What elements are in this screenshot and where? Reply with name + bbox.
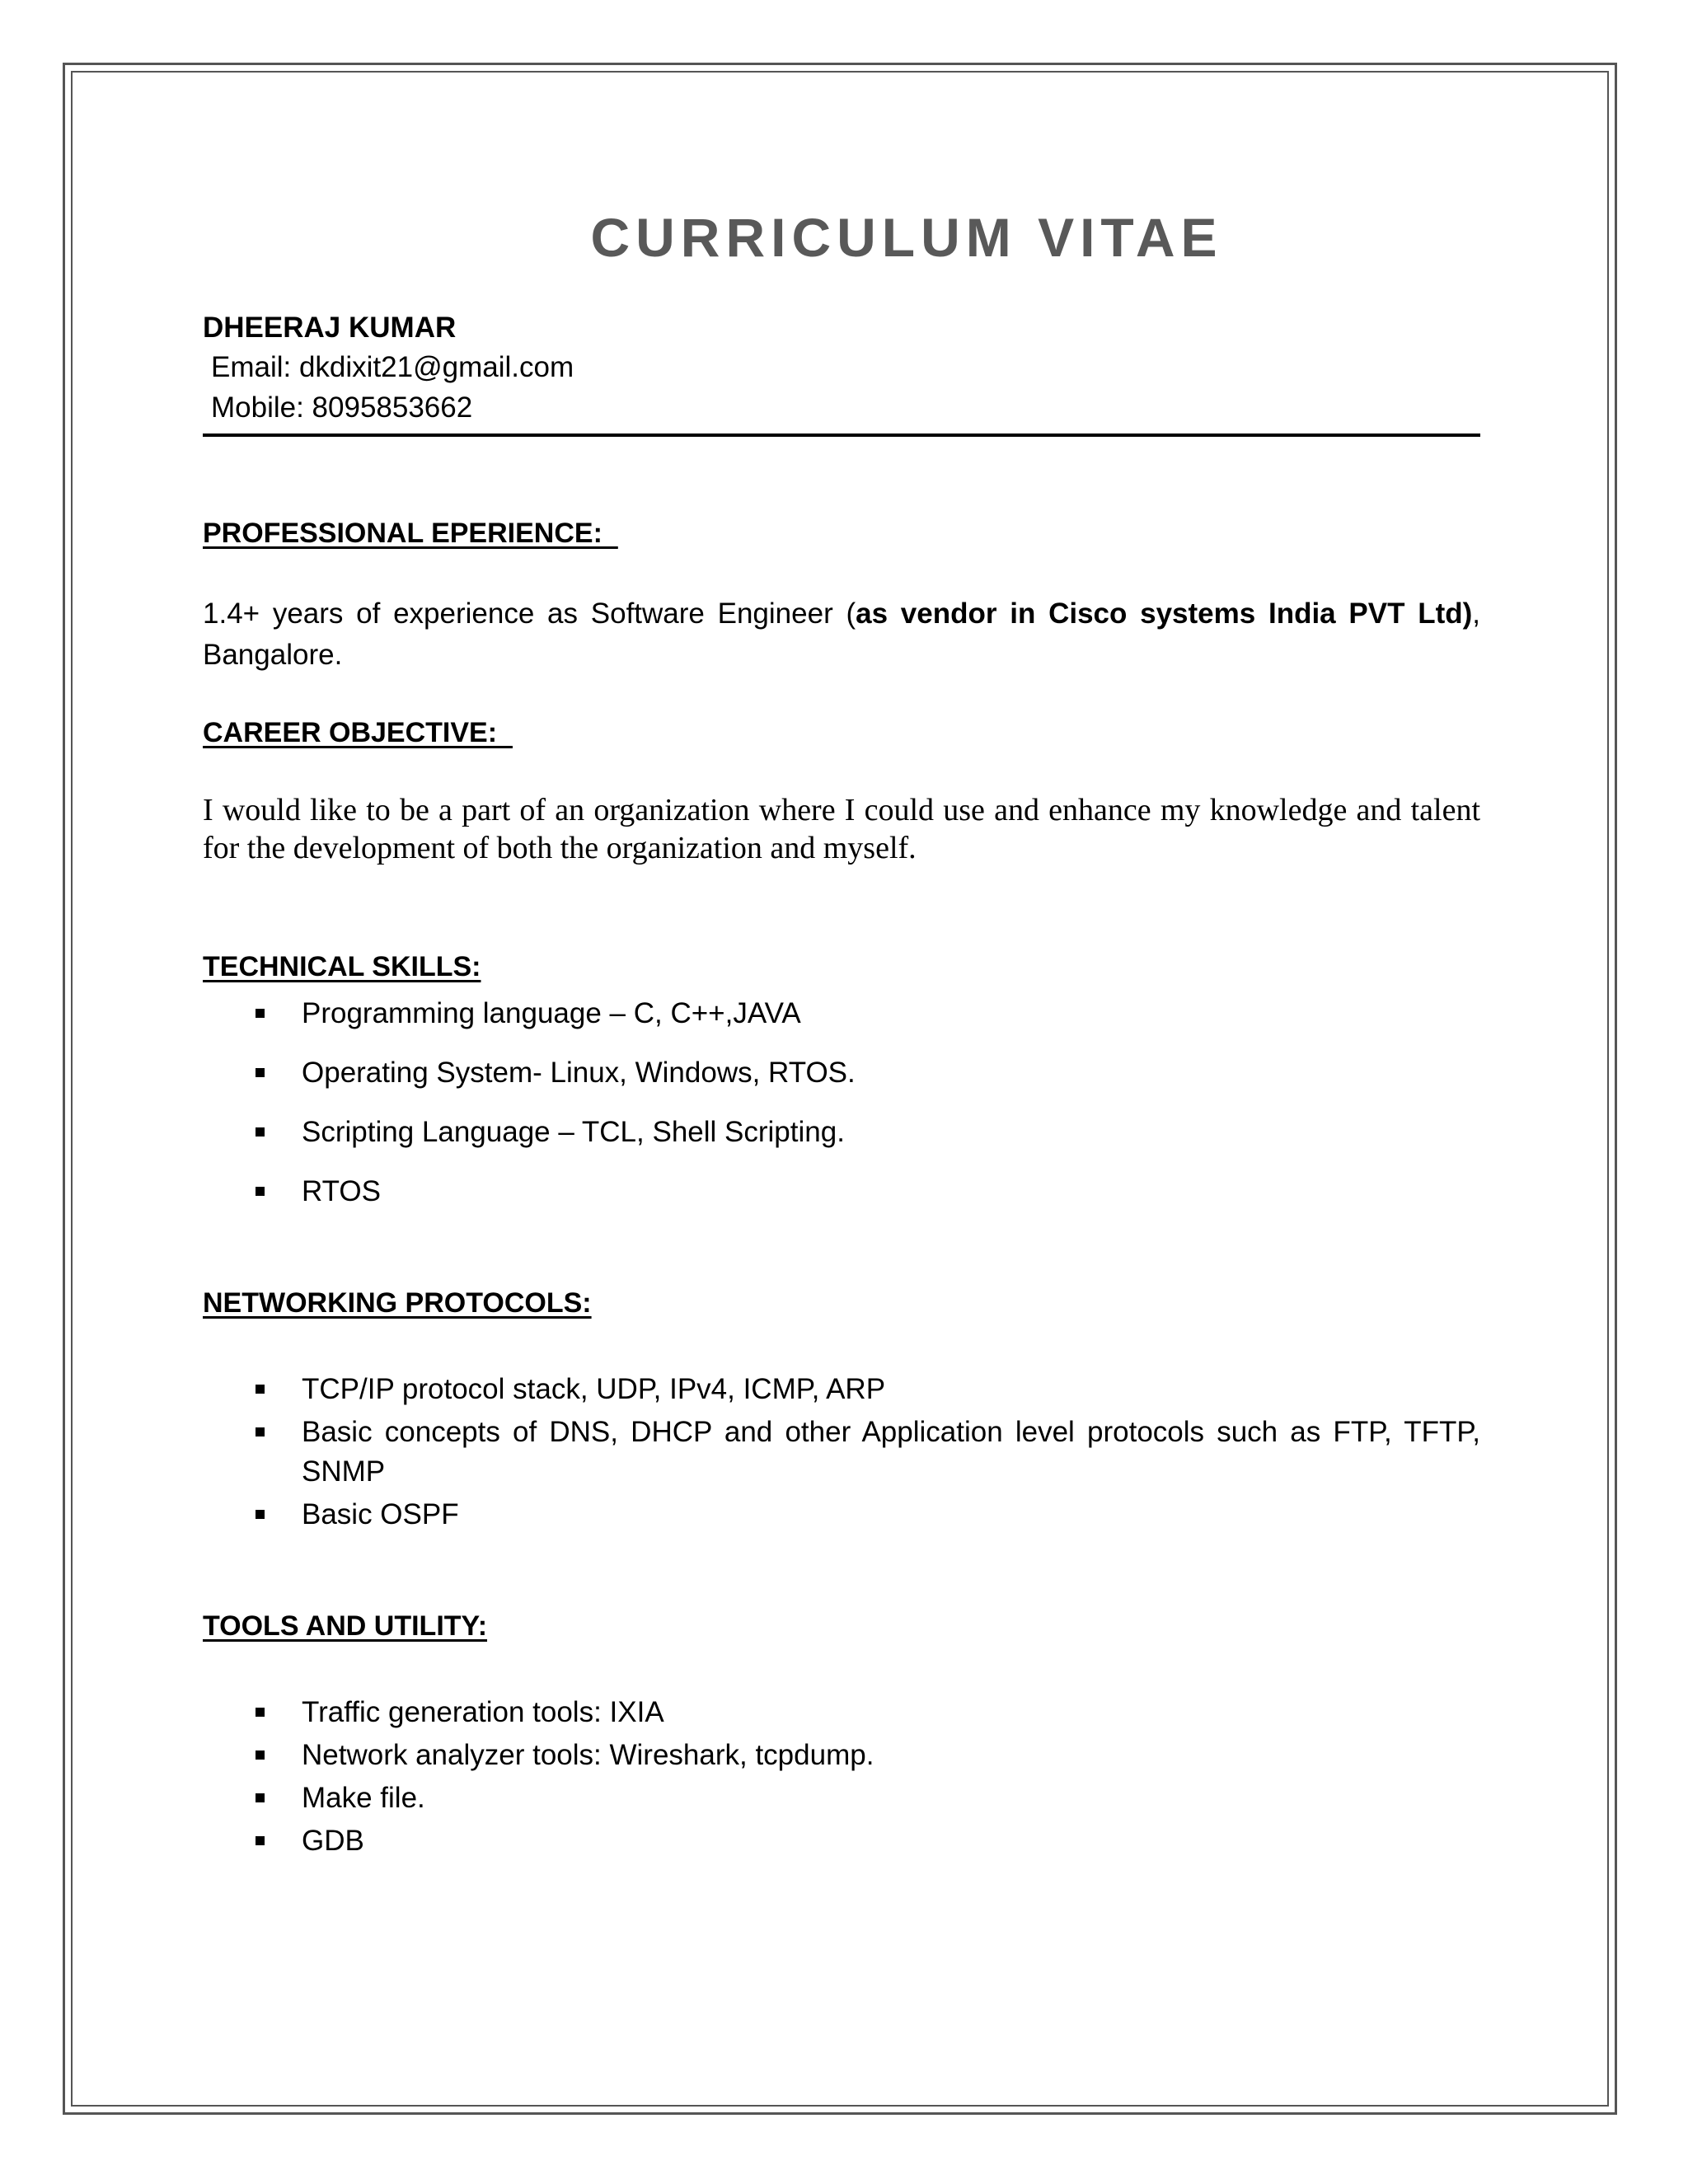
experience-text-start: 1.4+ years of experience as Software Engineer ( <box>203 598 856 630</box>
list-item-text: Programming language – C, C++,JAVA <box>302 997 801 1029</box>
bullet-icon <box>256 1836 265 1845</box>
candidate-name: DHEERAJ KUMAR <box>203 312 457 344</box>
list-item-text: Traffic generation tools: IXIA <box>302 1696 664 1728</box>
experience-heading: PROFESSIONAL EPERIENCE: <box>203 518 618 549</box>
email-line: Email: dkdixit21@gmail.com <box>211 351 574 383</box>
list-item-text: Basic concepts of DNS, DHCP and other Application level protocols such as FTP, TFTP, SNMP <box>302 1416 1480 1488</box>
header-divider <box>203 434 1480 437</box>
list-item <box>254 1370 1480 1409</box>
list-item <box>254 1736 1480 1775</box>
bullet-icon <box>256 1510 265 1519</box>
list-item-text: Basic OSPF <box>302 1498 459 1530</box>
technical-skills-heading: TECHNICAL SKILLS: <box>203 951 481 982</box>
list-item-text: GDB <box>302 1825 364 1857</box>
list-item <box>254 1693 1480 1732</box>
mobile-line: Mobile: 8095853662 <box>211 391 473 424</box>
list-item <box>254 1413 1480 1492</box>
list-item-text: TCP/IP protocol stack, UDP, IPv4, ICMP, ARP <box>302 1373 886 1405</box>
list-item <box>254 1779 1480 1818</box>
list-item-text: Scripting Language – TCL, Shell Scripting. <box>302 1116 845 1148</box>
bullet-icon <box>256 1187 265 1196</box>
bullet-icon <box>256 1427 265 1436</box>
bullet-icon <box>256 1750 265 1760</box>
bullet-icon <box>256 1068 265 1077</box>
technical-skills-list <box>254 994 1480 1212</box>
list-item-text: Make file. <box>302 1782 425 1814</box>
list-item <box>254 1172 1480 1212</box>
list-item <box>254 1053 1480 1093</box>
objective-heading: CAREER OBJECTIVE: <box>203 717 513 748</box>
networking-list <box>254 1370 1480 1535</box>
document-title: CURRICULUM VITAE <box>590 207 1223 268</box>
bullet-icon <box>256 1009 265 1018</box>
list-item <box>254 994 1480 1033</box>
bullet-icon <box>256 1708 265 1717</box>
list-item-text: RTOS <box>302 1175 381 1207</box>
list-item-text: Operating System- Linux, Windows, RTOS. <box>302 1057 856 1089</box>
list-item-text: Network analyzer tools: Wireshark, tcpdump. <box>302 1739 874 1771</box>
experience-employer: as vendor in Cisco systems India PVT Ltd) <box>856 598 1473 630</box>
bullet-icon <box>256 1127 265 1137</box>
objective-text: I would like to be a part of an organization where I could use and enhance my knowledge and talent for the development of both the organization and myself. <box>203 793 1480 865</box>
bullet-icon <box>256 1385 265 1394</box>
tools-heading: TOOLS AND UTILITY: <box>203 1610 488 1642</box>
list-item <box>254 1821 1480 1861</box>
bullet-icon <box>256 1793 265 1802</box>
tools-list <box>254 1693 1480 1861</box>
list-item <box>254 1495 1480 1535</box>
experience-text-end: , Bangalore. <box>203 598 1480 671</box>
experience-text <box>203 593 1480 676</box>
list-item <box>254 1113 1480 1152</box>
networking-heading: NETWORKING PROTOCOLS: <box>203 1287 592 1319</box>
